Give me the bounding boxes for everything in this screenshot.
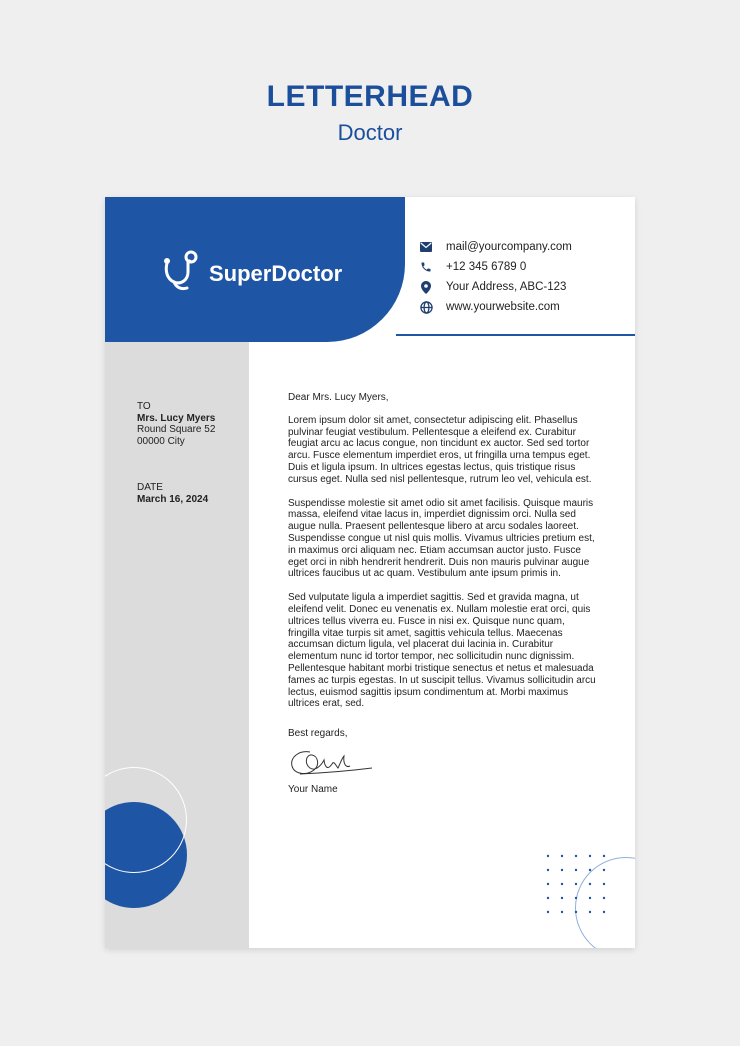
globe-icon bbox=[419, 300, 433, 314]
envelope-icon bbox=[419, 240, 433, 254]
header-divider bbox=[396, 334, 635, 336]
location-pin-icon bbox=[419, 280, 433, 294]
brand-name: SuperDoctor bbox=[209, 260, 343, 286]
contact-address-text: Your Address, ABC-123 bbox=[446, 281, 567, 293]
contact-list bbox=[419, 237, 572, 317]
signature-graphic bbox=[288, 744, 378, 782]
recipient-block bbox=[137, 401, 215, 447]
contact-website bbox=[419, 297, 572, 317]
letter-greeting: Dear Mrs. Lucy Myers, bbox=[288, 392, 389, 403]
phone-icon bbox=[419, 260, 433, 274]
date-block bbox=[137, 482, 208, 505]
decorative-dot-grid bbox=[545, 852, 615, 922]
page-subtitle: Doctor bbox=[337, 120, 403, 145]
letter-closing: Best regards, bbox=[288, 728, 348, 740]
contact-address bbox=[419, 277, 572, 297]
contact-email-text[interactable]: mail@yourcompany.com bbox=[446, 241, 572, 253]
recipient-label: TO bbox=[137, 401, 151, 412]
date-label: DATE bbox=[137, 482, 163, 493]
contact-website-text[interactable]: www.yourwebsite.com bbox=[446, 301, 560, 313]
header-brand-block bbox=[105, 197, 405, 342]
brand-logo bbox=[161, 249, 342, 298]
letterhead-sheet bbox=[105, 197, 635, 948]
contact-email bbox=[419, 237, 572, 257]
letter-body bbox=[288, 392, 598, 796]
stethoscope-icon bbox=[161, 249, 201, 298]
contact-phone-text[interactable]: +12 345 6789 0 bbox=[446, 261, 527, 273]
contact-phone bbox=[419, 257, 572, 277]
page-title: LETTERHEAD bbox=[266, 80, 474, 113]
letter-paragraph: Suspendisse molestie sit amet odio sit amet facilisis. Quisque mauris massa, eleifend vitae lacus in, imperdiet dignissim orci. Nulla sed augue nulla. Praesent pellentesque libero at arcu sodales laoreet. Suspendisse congue ut nisl quis mollis. Vivamus ultricies pretium est, in maximus orci aliquam nec. Etiam accumsan auctor justo. Fusce eget orci in nibh hendrerit hendrerit. Duis non mauris pulvinar augue ultrices faucibus ut ac quam. Vestibulum ante ipsum primis in. bbox=[288, 497, 595, 580]
letter-paragraph: Sed vulputate ligula a imperdiet sagittis. Sed et gravida magna, ut eleifend velit. Donec eu venenatis ex. Nullam molestie erat orci, quis ultrices tellus viverra eu. Fusce in nisi ex. Quisque nunc quam, fringilla vitae turpis sit amet, sagittis vehicula tellus. Maecenas accumsan dictum ligula, vel placerat dui lacinia in. Curabitur elementum nunc id tortor tempor, nec sollicitudin nunc dignissim. Pellentesque habitant morbi tristique senectus et netus et malesuada fames ac turpis egestas. In ut suscipit tellus. Vivamus sollicitudin arcu lectus, euismod sagittis ipsum condimentum at. Morbi maximus ultrices erat, sed. bbox=[288, 592, 596, 710]
letter-signer: Your Name bbox=[288, 783, 338, 795]
recipient-street: Round Square 52 bbox=[137, 424, 216, 435]
date-value: March 16, 2024 bbox=[137, 493, 209, 505]
letter-paragraph: Lorem ipsum dolor sit amet, consectetur adipiscing elit. Phasellus pulvinar feugiat vestibulum. Pellentesque a eleifend ex. Curabitur feugiat arcu ac lacus congue, non tincidunt ex auctor. Sed sed tortor arcu. Fusce elementum imperdiet eros, ut fringilla urna tempus eget. Duis et ligula ipsum. In ultrices egestas lectus, quis tristique risus cursus eget. Nulla sed nisl pellentesque, rutrum leo vel, vehicula est. bbox=[288, 414, 592, 485]
recipient-name: Mrs. Lucy Myers bbox=[137, 412, 216, 424]
recipient-city: 00000 City bbox=[137, 435, 185, 447]
